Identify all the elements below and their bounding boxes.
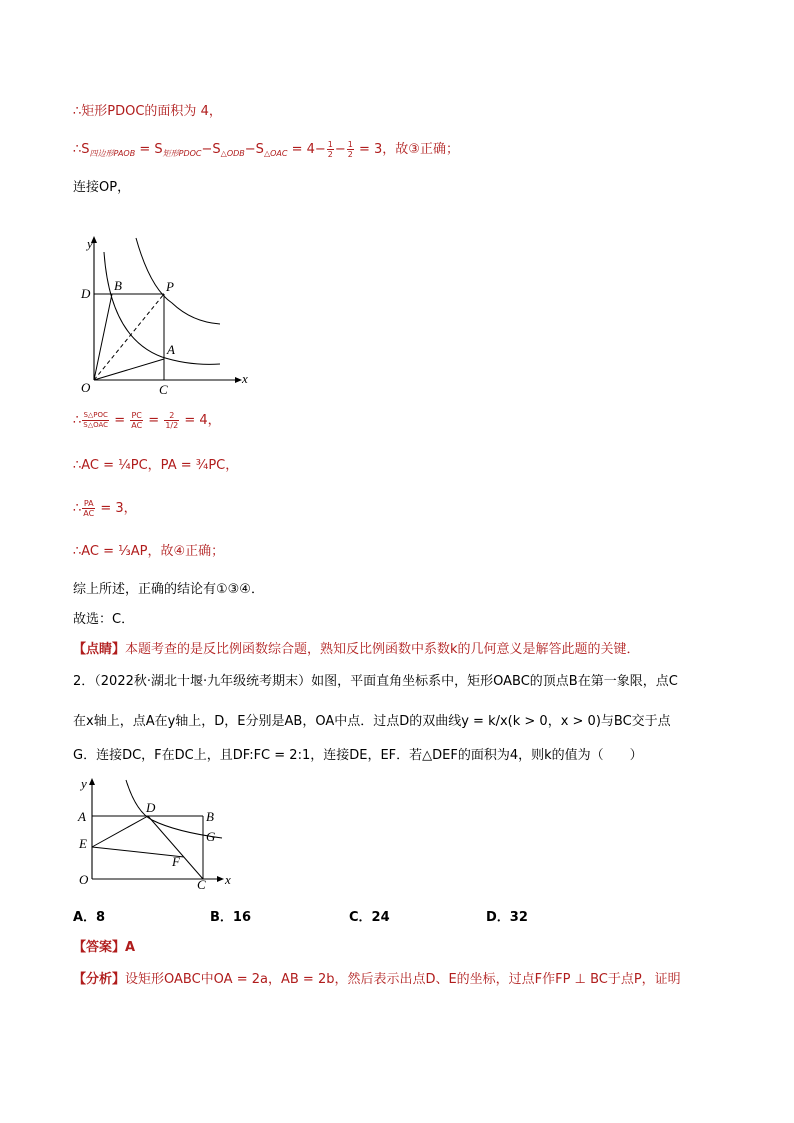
label-d: D — [146, 800, 156, 815]
result: = 3， — [96, 501, 137, 516]
segment-dc — [148, 816, 203, 879]
option-b[interactable]: B．16 — [210, 910, 251, 925]
analysis-line — [73, 970, 681, 990]
sub-quad: 四边形PAOB — [89, 149, 136, 158]
label-x: x — [242, 371, 248, 386]
x-axis-arrow-icon — [217, 876, 224, 882]
statement-ac-ap: ∴AC = ⅓AP，故④正确； — [73, 544, 225, 559]
sub-oac: △OAC — [263, 149, 288, 158]
label-x: x — [225, 872, 231, 887]
s-symbol: ∴S — [73, 142, 90, 157]
segment-oa — [94, 359, 164, 380]
segment-ob — [94, 294, 112, 380]
minus: −S — [244, 142, 264, 157]
comment-line — [73, 640, 640, 660]
fraction-pa-ac — [82, 499, 95, 518]
therefore: ∴ — [73, 413, 82, 428]
frac-den: AC — [83, 509, 95, 518]
label-g: G — [206, 829, 216, 844]
therefore: ∴ — [73, 501, 82, 516]
segment-de — [92, 816, 148, 847]
frac-num: PC — [131, 411, 142, 420]
statement-quad-area — [73, 140, 459, 164]
sub-rect: 矩形PDOC — [162, 149, 202, 158]
label-y: y — [81, 776, 87, 791]
label-b: B — [114, 278, 122, 293]
question-2-line-2: 在x轴上，点A在y轴上，D，E分别是AB，OA中点．过点D的双曲线y = k/x(k > 0，x > 0)与BC交于点 — [73, 714, 671, 729]
answer-value: A — [125, 940, 136, 955]
frac-den: AC — [131, 421, 143, 430]
statement-rect-area: ∴矩形PDOC的面积为 4， — [73, 104, 222, 119]
fraction-half — [327, 140, 334, 159]
option-d[interactable]: D．32 — [486, 910, 528, 925]
analysis-tag: 【分析】 — [73, 972, 126, 987]
label-b: B — [206, 809, 214, 824]
figure-1-graph — [70, 228, 260, 398]
label-c: C — [159, 382, 168, 397]
eq: = S — [135, 142, 163, 157]
statement-connect-op: 连接OP， — [73, 180, 131, 195]
option-c[interactable]: C．24 — [349, 910, 390, 925]
answer-tag: 【答案】 — [73, 940, 126, 955]
label-d: D — [81, 286, 91, 301]
frac-num: 2 — [164, 411, 179, 421]
figure-2-graph — [72, 772, 242, 892]
eq: = — [144, 413, 164, 428]
y-axis-arrow-icon — [89, 778, 95, 785]
frac-den: 2 — [347, 150, 353, 159]
x-axis-arrow-icon — [235, 377, 242, 383]
question-2-line-1: 2．（2022秋·湖北十堰·九年级统考期末）如图，平面直角坐标系中，矩形OABC的顶点B在第一象限，点C — [73, 674, 678, 689]
statement-choice: 故选：C． — [73, 612, 135, 627]
answer-line — [73, 938, 135, 958]
segment-ef — [92, 847, 184, 857]
fraction-two-half — [164, 411, 179, 430]
analysis-text: 设矩形OABC中OA = 2a，AB = 2b，然后表示出点D、E的坐标，过点F作FP ⊥ BC于点P，证明 — [125, 972, 681, 987]
label-o: O — [79, 872, 89, 887]
minus: − — [334, 142, 346, 157]
option-a[interactable]: A．8 — [73, 910, 106, 925]
label-p: P — [166, 279, 174, 294]
label-f: F — [172, 854, 180, 869]
fraction-pc-ac — [130, 411, 143, 430]
eq: = — [110, 413, 130, 428]
curve-inner — [104, 252, 220, 364]
statement-ac-pa: ∴AC = ¼PC，PA = ¾PC， — [73, 458, 239, 473]
comment-text: 本题考查的是反比例函数综合题，熟知反比例函数中系数k的几何意义是解答此题的关键． — [125, 642, 640, 657]
fraction-half-2 — [347, 140, 354, 159]
frac-num: 1 — [327, 140, 333, 149]
frac-num: 1 — [347, 140, 353, 149]
result: = 4， — [180, 413, 221, 428]
statement-pa-ac — [73, 499, 137, 519]
frac-den: S△OAC — [83, 421, 109, 429]
minus: −S — [201, 142, 221, 157]
curve-outer — [136, 238, 220, 324]
eq-four: = 4− — [287, 142, 326, 157]
label-a: A — [78, 809, 86, 824]
frac-num: S△POC — [83, 411, 108, 419]
statement-summary: 综上所述，正确的结论有①③④． — [73, 582, 264, 597]
statement-area-ratio — [73, 411, 221, 431]
fraction-area-ratio — [82, 411, 109, 430]
comment-tag: 【点睛】 — [73, 642, 126, 657]
result: = 3，故③正确； — [354, 142, 459, 157]
label-e: E — [79, 836, 87, 851]
label-c: C — [197, 877, 206, 892]
label-o: O — [81, 380, 91, 395]
frac-den: 1/2 — [165, 421, 179, 430]
sub-odb: △ODB — [220, 149, 245, 158]
question-2-line-3: G．连接DC，F在DC上，且DF:FC = 2:1，连接DE，EF．若△DEF的面积为4，则k的值为（ ） — [73, 748, 643, 763]
label-a: A — [167, 342, 175, 357]
frac-den: 2 — [327, 150, 333, 159]
segment-op-dashed — [94, 294, 164, 380]
frac-num: PA — [83, 499, 94, 508]
label-y: y — [87, 236, 93, 251]
